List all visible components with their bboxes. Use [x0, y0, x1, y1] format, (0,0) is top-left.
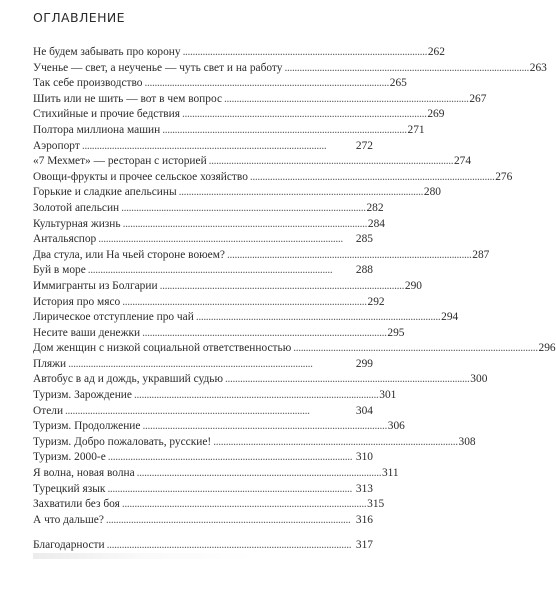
- toc-entry: [33, 404, 373, 420]
- toc-entry-page: 276: [495, 170, 513, 183]
- toc-entry-page: 285: [355, 233, 373, 246]
- toc-entry-title: Горькие и сладкие апельсины: [33, 186, 177, 199]
- toc-entry-title: Золотой апельсин: [33, 201, 120, 214]
- toc-entry-title: История про мясо: [33, 295, 121, 308]
- toc-heading: ОГЛАВЛЕНИЕ: [33, 10, 125, 25]
- toc-entry-page: 272: [355, 139, 373, 152]
- toc-entry-page: 317: [355, 539, 373, 552]
- toc-entry-title: Пляжи: [33, 357, 67, 370]
- toc-dot-leader: [122, 497, 365, 513]
- toc-entry-page: 282: [366, 201, 384, 214]
- toc-entry-title: Иммигранты из Болгарии: [33, 279, 158, 292]
- toc-entry: [33, 123, 425, 139]
- toc-dot-leader: [122, 295, 365, 311]
- toc-entry-page: 280: [423, 186, 441, 199]
- toc-entry-page: 265: [389, 77, 407, 90]
- toc-dot-leader: [142, 419, 385, 435]
- bleed-through-line: [33, 553, 253, 559]
- toc-entry-page: 263: [529, 61, 547, 74]
- toc-entry-page: 292: [367, 295, 385, 308]
- toc-dot-leader: [160, 279, 403, 295]
- toc-entry-page: 296: [538, 342, 556, 355]
- toc-dot-leader: [98, 232, 354, 248]
- toc-entry-page: 306: [387, 420, 405, 433]
- toc-dot-leader: [137, 466, 380, 482]
- toc-entry: [33, 107, 445, 123]
- toc-entry-page: 295: [387, 326, 405, 339]
- toc-entry-title: Ученье — свет, а неученье — чуть свет и на работу: [33, 61, 283, 74]
- toc-entry: [33, 61, 547, 77]
- toc-entry: [33, 248, 490, 264]
- toc-entry: [33, 466, 399, 482]
- toc-dot-leader: [144, 76, 387, 92]
- toc-dot-leader: [213, 435, 456, 451]
- toc-entry-page: 311: [381, 467, 399, 480]
- toc-entry: [33, 357, 373, 373]
- toc-entry: [33, 497, 385, 513]
- toc-entry-page: 316: [355, 513, 373, 526]
- toc-entry-page: 269: [427, 108, 445, 121]
- toc-entry-page: 304: [355, 404, 373, 417]
- toc-entry-title: Так себе производство: [33, 77, 143, 90]
- toc-entry: [33, 419, 405, 435]
- toc-entry-title: Я волна, новая волна: [33, 467, 135, 480]
- toc-entry: [33, 482, 373, 498]
- toc-dot-leader: [179, 185, 422, 201]
- toc-entry-page: 299: [355, 357, 373, 370]
- toc-entry: [33, 232, 373, 248]
- toc-entry-title: А что дальше?: [33, 513, 104, 526]
- toc-entry: [33, 326, 405, 342]
- toc-entry: [33, 201, 384, 217]
- toc-entry: [33, 217, 385, 233]
- toc-entry-page: 301: [379, 389, 397, 402]
- toc-entry: [33, 279, 422, 295]
- toc-entry: [33, 341, 556, 357]
- table-of-contents: [33, 45, 556, 554]
- toc-entry-page: 267: [469, 92, 487, 105]
- toc-entry-title: Туризм. 2000-е: [33, 451, 106, 464]
- toc-dot-leader: [293, 341, 536, 357]
- toc-entry: [33, 450, 373, 466]
- toc-dot-leader: [227, 248, 470, 264]
- toc-entry-title: «7 Мехмет» — ресторан с историей: [33, 155, 207, 168]
- toc-entry-title: Туризм. Продолжение: [33, 420, 141, 433]
- toc-dot-leader: [106, 513, 354, 529]
- toc-entry-page: 294: [441, 311, 459, 324]
- toc-entry-page: 284: [367, 217, 385, 230]
- toc-entry-title: Дом женщин с низкой социальной ответственностью: [33, 342, 292, 355]
- toc-entry-page: 300: [470, 373, 488, 386]
- toc-entry-title: Туризм. Добро пожаловать, русские!: [33, 435, 212, 448]
- toc-entry: [33, 45, 445, 61]
- toc-dot-leader: [225, 372, 468, 388]
- toc-dot-leader: [88, 263, 354, 279]
- toc-entry: [33, 263, 373, 279]
- toc-dot-leader: [82, 139, 354, 155]
- toc-dot-leader: [196, 310, 439, 326]
- toc-entry: [33, 388, 397, 404]
- toc-dot-leader: [108, 450, 354, 466]
- toc-entry-page: 310: [355, 451, 373, 464]
- toc-dot-leader: [284, 61, 527, 77]
- toc-entry: [33, 372, 488, 388]
- toc-entry: [33, 170, 513, 186]
- toc-entry-title: Полтора миллиона машин: [33, 123, 161, 136]
- toc-entry-page: 287: [472, 248, 490, 261]
- toc-entry-title: Автобус в ад и дождь, укравший судью: [33, 373, 223, 386]
- toc-entry-title: Несите ваши денежки: [33, 326, 141, 339]
- toc-entry-title: Шить или не шить — вот в чем вопрос: [33, 92, 223, 105]
- toc-entry-title: Два стула, или На чьей стороне воюем?: [33, 248, 225, 261]
- toc-entry: [33, 139, 373, 155]
- toc-dot-leader: [224, 92, 467, 108]
- toc-entry-page: 290: [404, 279, 422, 292]
- toc-dot-leader: [182, 107, 425, 123]
- toc-entry: [33, 538, 373, 554]
- toc-entry: [33, 513, 373, 529]
- toc-entry: [33, 435, 476, 451]
- toc-entry-title: Захватили без боя: [33, 498, 120, 511]
- toc-entry: [33, 310, 459, 326]
- toc-dot-leader: [134, 388, 377, 404]
- toc-entry-page: 315: [367, 498, 385, 511]
- toc-dot-leader: [250, 170, 493, 186]
- toc-entry-title: Буй в море: [33, 264, 86, 277]
- toc-entry: [33, 295, 385, 311]
- toc-entry-title: Туризм. Зарождение: [33, 389, 132, 402]
- toc-dot-leader: [209, 154, 452, 170]
- toc-entry-title: Турецкий язык: [33, 482, 106, 495]
- toc-entry-page: 313: [355, 482, 373, 495]
- toc-entry-page: 274: [453, 155, 472, 168]
- toc-entry-page: 308: [458, 435, 476, 448]
- toc-dot-leader: [162, 123, 405, 139]
- toc-entry: [33, 76, 407, 92]
- toc-entry-title: Стихийные и прочие бедствия: [33, 108, 181, 121]
- toc-entry: [33, 92, 487, 108]
- toc-dot-leader: [183, 45, 426, 61]
- toc-entry-title: Благодарности: [33, 539, 105, 552]
- toc-entry-title: Овощи-фрукты и прочее сельское хозяйство: [33, 170, 248, 183]
- toc-entry: [33, 154, 472, 170]
- toc-dot-leader: [68, 357, 354, 373]
- toc-dot-leader: [142, 326, 385, 342]
- toc-dot-leader: [65, 404, 354, 420]
- toc-entry-title: Антальяспор: [33, 233, 97, 246]
- toc-entry-page: 271: [407, 123, 425, 136]
- toc-dot-leader: [107, 538, 354, 554]
- toc-dot-leader: [121, 201, 364, 217]
- toc-dot-leader: [123, 217, 366, 233]
- toc-entry-title: Отели: [33, 404, 64, 417]
- toc-entry-title: Аэропорт: [33, 139, 80, 152]
- toc-entry-page: 262: [427, 46, 445, 58]
- toc-entry-title: Лирическое отступление про чай: [33, 311, 194, 324]
- toc-entry: [33, 185, 441, 201]
- toc-entry-title: Культурная жизнь: [33, 217, 121, 230]
- toc-entry-page: 288: [355, 264, 373, 277]
- toc-dot-leader: [107, 482, 353, 498]
- toc-entry-title: Не будем забывать про корону: [33, 46, 181, 58]
